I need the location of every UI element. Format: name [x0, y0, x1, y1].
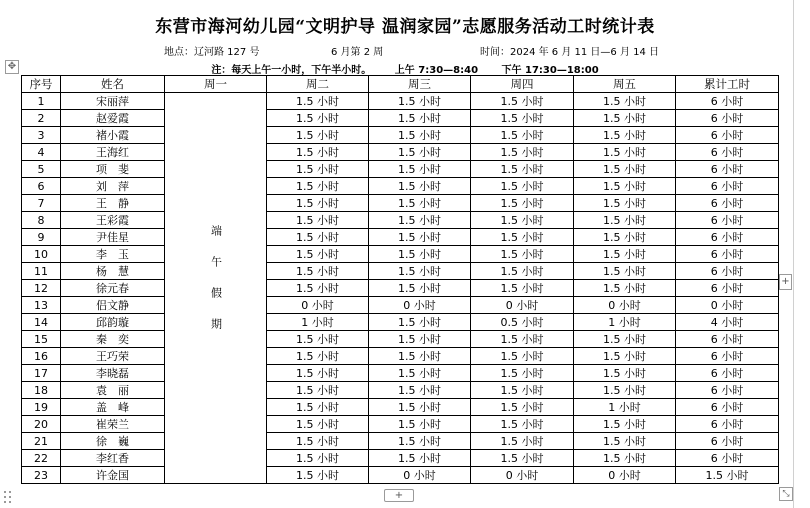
cell-no: 13 [22, 297, 61, 314]
cell-friday: 1.5 小时 [574, 229, 676, 246]
cell-name: 赵爱霞 [61, 110, 165, 127]
cell-wednesday: 1.5 小时 [369, 416, 471, 433]
cell-total: 6 小时 [676, 229, 779, 246]
cell-no: 18 [22, 382, 61, 399]
cell-no: 3 [22, 127, 61, 144]
cell-no: 4 [22, 144, 61, 161]
table-row [22, 280, 779, 297]
header-tuesday: 周二 [267, 76, 369, 93]
cell-friday: 1.5 小时 [574, 127, 676, 144]
cell-tuesday: 1.5 小时 [267, 399, 369, 416]
cell-friday: 1.5 小时 [574, 416, 676, 433]
table-row [22, 416, 779, 433]
cell-tuesday: 1.5 小时 [267, 433, 369, 450]
cell-no: 10 [22, 246, 61, 263]
cell-no: 6 [22, 178, 61, 195]
cell-friday: 1.5 小时 [574, 110, 676, 127]
cell-name: 徐 巍 [61, 433, 165, 450]
table-row [22, 178, 779, 195]
cell-tuesday: 1.5 小时 [267, 93, 369, 110]
cell-friday: 1.5 小时 [574, 263, 676, 280]
cell-friday: 1.5 小时 [574, 178, 676, 195]
cell-friday: 1.5 小时 [574, 246, 676, 263]
location-text: 地点：辽河路 127 号 [164, 47, 260, 58]
cell-thursday: 1.5 小时 [471, 178, 574, 195]
cell-thursday: 1.5 小时 [471, 195, 574, 212]
cell-thursday: 1.5 小时 [471, 229, 574, 246]
cell-tuesday: 1.5 小时 [267, 280, 369, 297]
cell-total: 6 小时 [676, 144, 779, 161]
cell-total: 6 小时 [676, 399, 779, 416]
cell-name: 王彩霞 [61, 212, 165, 229]
header-monday: 周一 [165, 76, 267, 93]
cell-wednesday: 1.5 小时 [369, 314, 471, 331]
table-row [22, 348, 779, 365]
cell-no: 16 [22, 348, 61, 365]
cell-friday: 1.5 小时 [574, 161, 676, 178]
cell-tuesday: 1.5 小时 [267, 365, 369, 382]
cell-tuesday: 1.5 小时 [267, 195, 369, 212]
cell-friday: 1.5 小时 [574, 450, 676, 467]
cell-friday: 0 小时 [574, 297, 676, 314]
cell-name: 崔荣兰 [61, 416, 165, 433]
cell-wednesday: 1.5 小时 [369, 110, 471, 127]
cell-monday-holiday [165, 93, 267, 484]
table-row [22, 246, 779, 263]
cell-name: 许金国 [61, 467, 165, 484]
table-row [22, 144, 779, 161]
cell-tuesday: 1.5 小时 [267, 467, 369, 484]
table-row [22, 399, 779, 416]
cell-thursday: 1.5 小时 [471, 263, 574, 280]
cell-thursday: 1.5 小时 [471, 246, 574, 263]
cell-no: 17 [22, 365, 61, 382]
cell-total: 6 小时 [676, 195, 779, 212]
cell-name: 李红香 [61, 450, 165, 467]
cell-total: 6 小时 [676, 161, 779, 178]
cell-tuesday: 1.5 小时 [267, 144, 369, 161]
cell-name: 项 斐 [61, 161, 165, 178]
cell-name: 王巧荣 [61, 348, 165, 365]
cell-no: 19 [22, 399, 61, 416]
cell-no: 2 [22, 110, 61, 127]
table-move-handle-icon[interactable]: ✥ [5, 60, 19, 74]
table-row [22, 263, 779, 280]
cell-total: 6 小时 [676, 382, 779, 399]
cell-friday: 0 小时 [574, 467, 676, 484]
header-wednesday: 周三 [369, 76, 471, 93]
cell-total: 6 小时 [676, 246, 779, 263]
table-row [22, 467, 779, 484]
table-row [22, 433, 779, 450]
cell-friday: 1.5 小时 [574, 331, 676, 348]
header-thursday: 周四 [471, 76, 574, 93]
holiday-label: 端午假期 [209, 224, 223, 349]
week-text: 6 月第 2 周 [331, 47, 384, 58]
page-edge-divider [793, 0, 794, 508]
cell-wednesday: 1.5 小时 [369, 399, 471, 416]
table-row [22, 297, 779, 314]
cell-friday: 1.5 小时 [574, 212, 676, 229]
cell-friday: 1.5 小时 [574, 144, 676, 161]
cell-wednesday: 1.5 小时 [369, 127, 471, 144]
cell-thursday: 1.5 小时 [471, 433, 574, 450]
document-title: 东营市海河幼儿园“文明护导 温润家园”志愿服务活动工时统计表 [155, 17, 655, 37]
cell-name: 李晓磊 [61, 365, 165, 382]
cell-wednesday: 1.5 小时 [369, 331, 471, 348]
table-row [22, 127, 779, 144]
cell-wednesday: 1.5 小时 [369, 348, 471, 365]
table-row [22, 229, 779, 246]
cell-thursday: 1.5 小时 [471, 416, 574, 433]
note-morning: 上午 7:30—8:40 [394, 65, 479, 76]
cell-tuesday: 1.5 小时 [267, 178, 369, 195]
cell-wednesday: 1.5 小时 [369, 246, 471, 263]
cell-total: 6 小时 [676, 127, 779, 144]
cell-wednesday: 1.5 小时 [369, 178, 471, 195]
cell-total: 6 小时 [676, 365, 779, 382]
cell-no: 7 [22, 195, 61, 212]
cell-no: 22 [22, 450, 61, 467]
cell-no: 11 [22, 263, 61, 280]
cell-thursday: 1.5 小时 [471, 348, 574, 365]
work-hours-table [21, 75, 779, 484]
cell-total: 6 小时 [676, 212, 779, 229]
cell-tuesday: 0 小时 [267, 297, 369, 314]
table-header-row [22, 76, 779, 93]
cell-total: 6 小时 [676, 331, 779, 348]
cell-thursday: 1.5 小时 [471, 280, 574, 297]
cell-wednesday: 0 小时 [369, 297, 471, 314]
cell-wednesday: 0 小时 [369, 467, 471, 484]
cell-tuesday: 1.5 小时 [267, 263, 369, 280]
cell-wednesday: 1.5 小时 [369, 433, 471, 450]
cell-total: 6 小时 [676, 178, 779, 195]
cell-total: 6 小时 [676, 433, 779, 450]
cell-wednesday: 1.5 小时 [369, 450, 471, 467]
cell-thursday: 0 小时 [471, 297, 574, 314]
table-resize-icon[interactable]: ⤡ [779, 487, 793, 501]
cell-name: 袁 丽 [61, 382, 165, 399]
cell-no: 8 [22, 212, 61, 229]
cell-thursday: 1.5 小时 [471, 450, 574, 467]
table-row [22, 195, 779, 212]
cell-name: 宋丽萍 [61, 93, 165, 110]
header-no: 序号 [22, 76, 61, 93]
cell-name: 徐元春 [61, 280, 165, 297]
cell-friday: 1 小时 [574, 314, 676, 331]
cell-no: 12 [22, 280, 61, 297]
cell-tuesday: 1.5 小时 [267, 212, 369, 229]
cell-friday: 1.5 小时 [574, 348, 676, 365]
cell-friday: 1.5 小时 [574, 93, 676, 110]
table-row [22, 161, 779, 178]
add-column-plus-icon[interactable]: + [779, 274, 792, 290]
cell-tuesday: 1.5 小时 [267, 229, 369, 246]
add-row-plus-icon[interactable]: + [384, 489, 414, 502]
date-range-text: 时间：2024 年 6 月 11 日—6 月 14 日 [480, 47, 660, 58]
cell-tuesday: 1.5 小时 [267, 382, 369, 399]
cell-tuesday: 1.5 小时 [267, 127, 369, 144]
cell-tuesday: 1.5 小时 [267, 161, 369, 178]
cell-friday: 1.5 小时 [574, 382, 676, 399]
cell-name: 刘 萍 [61, 178, 165, 195]
table-row [22, 212, 779, 229]
cell-name: 盖 峰 [61, 399, 165, 416]
cell-total: 6 小时 [676, 348, 779, 365]
cell-total: 6 小时 [676, 110, 779, 127]
cell-thursday: 1.5 小时 [471, 382, 574, 399]
cell-total: 6 小时 [676, 263, 779, 280]
cell-thursday: 1.5 小时 [471, 144, 574, 161]
table-row [22, 314, 779, 331]
drag-grip-icon[interactable] [4, 491, 14, 505]
cell-name: 李 玉 [61, 246, 165, 263]
cell-total: 1.5 小时 [676, 467, 779, 484]
cell-total: 6 小时 [676, 280, 779, 297]
cell-total: 6 小时 [676, 416, 779, 433]
note-afternoon: 下午 17:30—18:00 [501, 65, 599, 76]
table-body [22, 93, 779, 484]
note-line [0, 61, 810, 76]
cell-total: 6 小时 [676, 450, 779, 467]
cell-wednesday: 1.5 小时 [369, 93, 471, 110]
cell-wednesday: 1.5 小时 [369, 229, 471, 246]
cell-friday: 1.5 小时 [574, 280, 676, 297]
cell-wednesday: 1.5 小时 [369, 212, 471, 229]
header-total: 累计工时 [676, 76, 779, 93]
cell-no: 15 [22, 331, 61, 348]
cell-no: 1 [22, 93, 61, 110]
cell-thursday: 1.5 小时 [471, 331, 574, 348]
cell-wednesday: 1.5 小时 [369, 161, 471, 178]
cell-tuesday: 1.5 小时 [267, 246, 369, 263]
cell-tuesday: 1.5 小时 [267, 331, 369, 348]
header-friday: 周五 [574, 76, 676, 93]
cell-name: 邱韵璇 [61, 314, 165, 331]
cell-wednesday: 1.5 小时 [369, 382, 471, 399]
table-row [22, 93, 779, 110]
cell-no: 14 [22, 314, 61, 331]
cell-friday: 1.5 小时 [574, 365, 676, 382]
cell-thursday: 1.5 小时 [471, 110, 574, 127]
header-name: 姓名 [61, 76, 165, 93]
cell-wednesday: 1.5 小时 [369, 365, 471, 382]
cell-wednesday: 1.5 小时 [369, 280, 471, 297]
cell-no: 20 [22, 416, 61, 433]
table-row [22, 331, 779, 348]
cell-name: 尹佳星 [61, 229, 165, 246]
cell-total: 0 小时 [676, 297, 779, 314]
cell-name: 侣文静 [61, 297, 165, 314]
cell-thursday: 0 小时 [471, 467, 574, 484]
cell-tuesday: 1.5 小时 [267, 416, 369, 433]
cell-wednesday: 1.5 小时 [369, 195, 471, 212]
cell-name: 杨 慧 [61, 263, 165, 280]
cell-thursday: 1.5 小时 [471, 93, 574, 110]
cell-total: 4 小时 [676, 314, 779, 331]
cell-no: 9 [22, 229, 61, 246]
cell-thursday: 1.5 小时 [471, 365, 574, 382]
cell-name: 秦 奕 [61, 331, 165, 348]
table-row [22, 365, 779, 382]
cell-thursday: 0.5 小时 [471, 314, 574, 331]
cell-no: 5 [22, 161, 61, 178]
cell-tuesday: 1 小时 [267, 314, 369, 331]
cell-friday: 1 小时 [574, 399, 676, 416]
cell-name: 王海红 [61, 144, 165, 161]
cell-thursday: 1.5 小时 [471, 161, 574, 178]
cell-name: 褚小霞 [61, 127, 165, 144]
cell-name: 王 静 [61, 195, 165, 212]
cell-no: 21 [22, 433, 61, 450]
cell-friday: 1.5 小时 [574, 195, 676, 212]
cell-total: 6 小时 [676, 93, 779, 110]
table-row [22, 110, 779, 127]
table-row [22, 450, 779, 467]
cell-thursday: 1.5 小时 [471, 212, 574, 229]
cell-no: 23 [22, 467, 61, 484]
cell-thursday: 1.5 小时 [471, 127, 574, 144]
cell-tuesday: 1.5 小时 [267, 348, 369, 365]
cell-tuesday: 1.5 小时 [267, 450, 369, 467]
cell-wednesday: 1.5 小时 [369, 263, 471, 280]
note-label: 注：每天上午一小时，下午半小时。 [211, 65, 372, 76]
cell-friday: 1.5 小时 [574, 433, 676, 450]
cell-thursday: 1.5 小时 [471, 399, 574, 416]
table-row [22, 382, 779, 399]
cell-wednesday: 1.5 小时 [369, 144, 471, 161]
cell-tuesday: 1.5 小时 [267, 110, 369, 127]
